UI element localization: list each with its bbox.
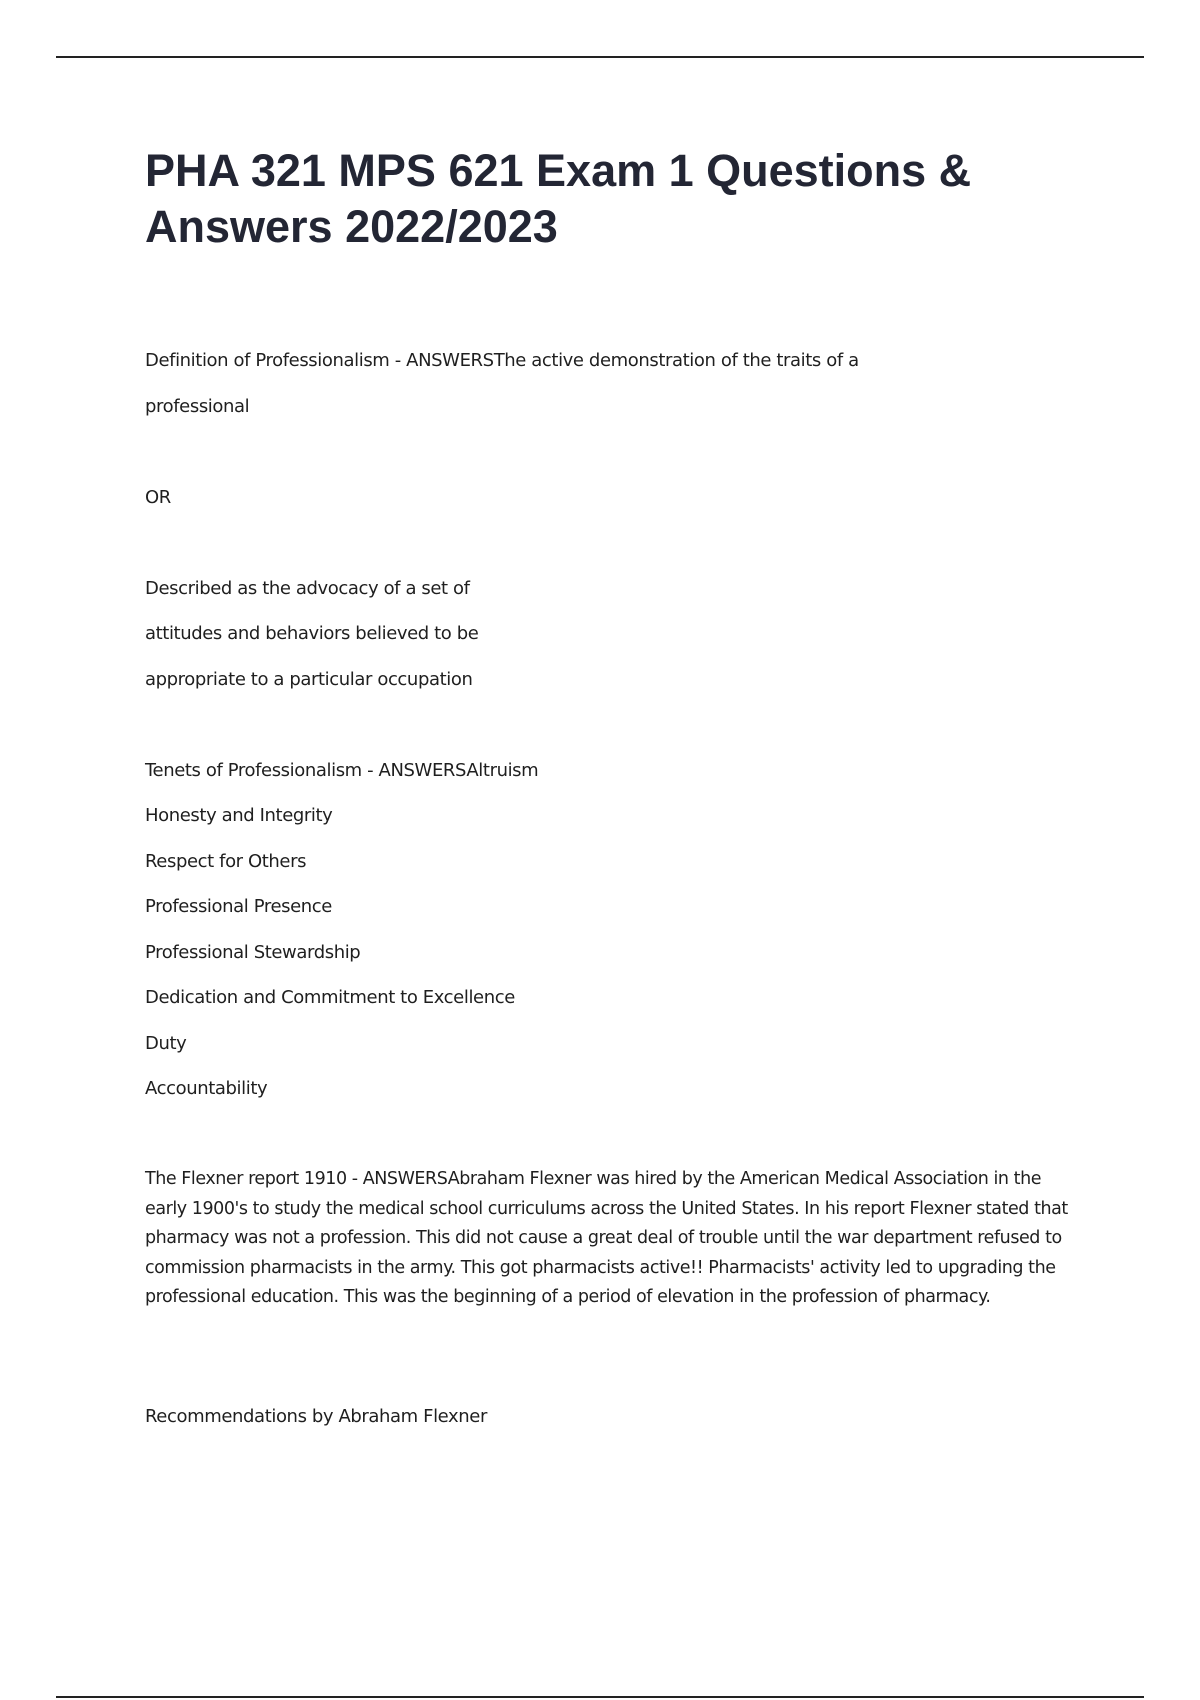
document-title: PHA 321 MPS 621 Exam 1 Questions & Answers 2022/2023 xyxy=(145,145,972,252)
tenet-item: Respect for Others xyxy=(145,851,307,872)
tenet-item: Professional Stewardship xyxy=(145,942,361,963)
definition-alt-line-3: appropriate to a particular occupation xyxy=(145,669,473,690)
tenets-question: Tenets of Professionalism - ANSWERSAltruism xyxy=(145,760,539,781)
tenet-item: Professional Presence xyxy=(145,896,332,917)
definition-alt-line-1: Described as the advocacy of a set of xyxy=(145,578,470,599)
tenet-item: Duty xyxy=(145,1033,187,1054)
recommendations-question: Recommendations by Abraham Flexner xyxy=(145,1406,487,1427)
bottom-divider xyxy=(56,1696,1144,1698)
top-divider xyxy=(56,56,1144,58)
tenet-item: Honesty and Integrity xyxy=(145,805,333,826)
tenet-item: Dedication and Commitment to Excellence xyxy=(145,987,515,1008)
flexner-report-paragraph: The Flexner report 1910 - ANSWERSAbraham Flexner was hired by the American Medical Association in the early 1900's to study the medical school curriculums across the United States. In his report Flexner stated that pharmacy was not a profession. This did not cause a great deal of trouble until the war department refused to commission pharmacists in the army. This got pharmacists active!! Pharmacists' activity led to upgrading the professional education. This was the beginning of a period of elevation in the profession of pharmacy. xyxy=(145,1169,1068,1307)
definition-alt-line-2: attitudes and behaviors believed to be xyxy=(145,623,479,644)
tenet-item: Accountability xyxy=(145,1078,268,1099)
or-separator: OR xyxy=(145,487,171,508)
definition-answer-continued: professional xyxy=(145,396,250,417)
definition-question: Definition of Professionalism - ANSWERSThe active demonstration of the traits of a xyxy=(145,350,859,371)
